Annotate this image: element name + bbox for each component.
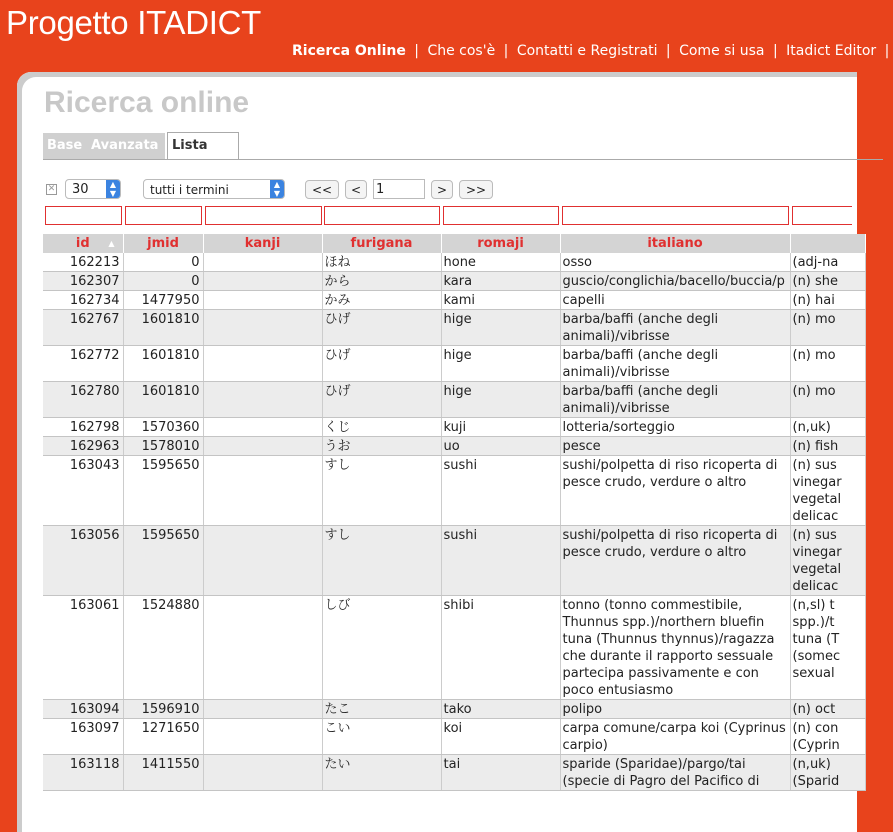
page-number-input[interactable]: 1 bbox=[373, 179, 425, 199]
cell-kanji bbox=[203, 291, 322, 310]
cell-kanji bbox=[203, 719, 322, 755]
cell-extra: (n) mo bbox=[790, 310, 865, 346]
cell-extra: (n) con (Cyprin bbox=[790, 719, 865, 755]
col-header-english[interactable] bbox=[790, 234, 865, 253]
cell-romaji: tai bbox=[441, 755, 560, 791]
cell-furigana: たい bbox=[322, 755, 441, 791]
cell-romaji: koi bbox=[441, 719, 560, 755]
filter-italiano-input[interactable] bbox=[562, 206, 789, 225]
col-header-furigana[interactable]: furigana bbox=[322, 234, 441, 253]
cell-romaji: kara bbox=[441, 272, 560, 291]
cell-furigana: ひげ bbox=[322, 346, 441, 382]
table-row[interactable] bbox=[43, 310, 865, 346]
cell-id: 163043 bbox=[43, 456, 123, 526]
table-row[interactable] bbox=[43, 719, 865, 755]
sort-ascending-icon: ▲ bbox=[108, 239, 115, 248]
table-row[interactable] bbox=[43, 382, 865, 418]
cell-jmid: 1570360 bbox=[123, 418, 203, 437]
cell-kanji bbox=[203, 596, 322, 700]
cell-romaji: hone bbox=[441, 253, 560, 272]
nav-separator: | bbox=[503, 43, 509, 59]
nav-separator: | bbox=[414, 43, 419, 59]
col-header-jmid[interactable]: jmid bbox=[123, 234, 203, 253]
term-filter-select[interactable] bbox=[143, 179, 285, 199]
cell-italiano: tonno (tonno commestibile, Thunnus spp.)/northern bluefin tuna (Thunnus thynnus)/ragazza che durante il rapporto sessuale partecipa passivamente e con poco entusiasmo bbox=[560, 596, 790, 700]
nav-separator: | bbox=[665, 43, 671, 59]
cell-furigana: うお bbox=[322, 437, 441, 456]
content-panel bbox=[17, 72, 857, 832]
cell-jmid: 1524880 bbox=[123, 596, 203, 700]
cell-jmid: 1601810 bbox=[123, 346, 203, 382]
table-row[interactable] bbox=[43, 272, 865, 291]
col-header-id[interactable]: id ▲ bbox=[43, 234, 123, 253]
cell-id: 162772 bbox=[43, 346, 123, 382]
nav-itadict-editor[interactable]: Itadict Editor bbox=[786, 43, 877, 59]
top-nav bbox=[292, 43, 893, 59]
cell-extra: (n) oct bbox=[790, 700, 865, 719]
col-header-romaji[interactable]: romaji bbox=[441, 234, 560, 253]
cell-kanji bbox=[203, 272, 322, 291]
cell-kanji bbox=[203, 437, 322, 456]
cell-id: 162798 bbox=[43, 418, 123, 437]
first-page-button[interactable]: << bbox=[305, 180, 339, 199]
nav-ricerca-online[interactable]: Ricerca Online bbox=[292, 43, 406, 59]
cell-romaji: kami bbox=[441, 291, 560, 310]
filter-id-input[interactable] bbox=[45, 206, 122, 225]
cell-italiano: sparide (Sparidae)/pargo/tai (specie di Pagro del Pacifico di bbox=[560, 755, 790, 791]
results-table bbox=[43, 234, 866, 791]
cell-kanji bbox=[203, 253, 322, 272]
cell-id: 163056 bbox=[43, 526, 123, 596]
filter-romaji-input[interactable] bbox=[443, 206, 559, 225]
cell-italiano: barba/baffi (anche degli animali)/vibrisse bbox=[560, 310, 790, 346]
cell-romaji: hige bbox=[441, 310, 560, 346]
cell-italiano: lotteria/sorteggio bbox=[560, 418, 790, 437]
cell-jmid: 1578010 bbox=[123, 437, 203, 456]
filter-jmid-input[interactable] bbox=[125, 206, 202, 225]
cell-extra: (n) fish bbox=[790, 437, 865, 456]
cell-kanji bbox=[203, 700, 322, 719]
cell-furigana: ひげ bbox=[322, 310, 441, 346]
cell-italiano: polipo bbox=[560, 700, 790, 719]
cell-furigana: かみ bbox=[322, 291, 441, 310]
nav-contatti[interactable]: Contatti e Registrati bbox=[516, 43, 658, 59]
table-row[interactable] bbox=[43, 291, 865, 310]
cell-id: 163118 bbox=[43, 755, 123, 791]
cell-kanji bbox=[203, 526, 322, 596]
cell-italiano: sushi/polpetta di riso ricoperta di pesce crudo, verdure o altro bbox=[560, 526, 790, 596]
nav-che-cose[interactable]: Che cos'è bbox=[427, 43, 496, 59]
site-title: Progetto ITADICT bbox=[6, 4, 261, 41]
select-arrows-icon: ▲ ▼ bbox=[270, 180, 284, 198]
page-size-select[interactable] bbox=[65, 179, 121, 199]
cell-romaji: hige bbox=[441, 382, 560, 418]
cell-id: 162213 bbox=[43, 253, 123, 272]
results-table-wrap bbox=[43, 234, 873, 791]
cell-romaji: tako bbox=[441, 700, 560, 719]
tab-divider bbox=[43, 159, 883, 160]
cell-kanji bbox=[203, 418, 322, 437]
cell-italiano: barba/baffi (anche degli animali)/vibrisse bbox=[560, 382, 790, 418]
cell-id: 162963 bbox=[43, 437, 123, 456]
cell-extra: (adj-na bbox=[790, 253, 865, 272]
cell-kanji bbox=[203, 755, 322, 791]
term-filter-value: tutti i termini bbox=[150, 183, 229, 197]
next-page-button[interactable]: > bbox=[431, 180, 453, 199]
filter-english-input[interactable] bbox=[792, 206, 852, 225]
cell-extra: (n) she bbox=[790, 272, 865, 291]
cell-extra: (n) mo bbox=[790, 346, 865, 382]
select-arrows-icon: ▲ ▼ bbox=[106, 180, 120, 198]
cell-id: 162734 bbox=[43, 291, 123, 310]
table-row[interactable] bbox=[43, 456, 865, 526]
cell-kanji bbox=[203, 310, 322, 346]
filter-furigana-input[interactable] bbox=[324, 206, 440, 225]
prev-page-button[interactable]: < bbox=[345, 180, 367, 199]
cell-id: 163097 bbox=[43, 719, 123, 755]
cell-romaji: uo bbox=[441, 437, 560, 456]
cell-romaji: shibi bbox=[441, 596, 560, 700]
tab-lista[interactable]: Lista bbox=[167, 132, 239, 159]
table-row[interactable] bbox=[43, 596, 865, 700]
page-title: Ricerca online bbox=[44, 86, 250, 119]
cell-romaji: sushi bbox=[441, 456, 560, 526]
cell-jmid: 1477950 bbox=[123, 291, 203, 310]
filter-kanji-input[interactable] bbox=[205, 206, 322, 225]
cell-id: 162767 bbox=[43, 310, 123, 346]
cell-id: 162307 bbox=[43, 272, 123, 291]
cell-italiano: pesce bbox=[560, 437, 790, 456]
cell-italiano: capelli bbox=[560, 291, 790, 310]
tab-avanzata[interactable]: Avanzata bbox=[91, 138, 159, 153]
cell-kanji bbox=[203, 456, 322, 526]
cell-furigana: すし bbox=[322, 526, 441, 596]
cell-italiano: carpa comune/carpa koi (Cyprinus carpio) bbox=[560, 719, 790, 755]
cell-extra: (n,uk) bbox=[790, 418, 865, 437]
table-row[interactable] bbox=[43, 700, 865, 719]
col-header-italiano[interactable]: italiano bbox=[560, 234, 790, 253]
cell-jmid: 0 bbox=[123, 272, 203, 291]
nav-separator: | bbox=[884, 43, 890, 59]
cell-extra: (n) sus vinegar vegetal delicac bbox=[790, 526, 865, 596]
page-size-value: 30 bbox=[72, 182, 89, 197]
nav-separator: | bbox=[772, 43, 778, 59]
cell-furigana: ほね bbox=[322, 253, 441, 272]
table-row[interactable] bbox=[43, 418, 865, 437]
cell-jmid: 1596910 bbox=[123, 700, 203, 719]
cell-extra: (n) mo bbox=[790, 382, 865, 418]
cell-kanji bbox=[203, 346, 322, 382]
nav-come-si-usa[interactable]: Come si usa bbox=[679, 43, 765, 59]
cell-italiano: barba/baffi (anche degli animali)/vibrisse bbox=[560, 346, 790, 382]
cell-furigana: こい bbox=[322, 719, 441, 755]
cell-jmid: 0 bbox=[123, 253, 203, 272]
col-header-kanji[interactable]: kanji bbox=[203, 234, 322, 253]
table-row[interactable] bbox=[43, 437, 865, 456]
cell-kanji bbox=[203, 382, 322, 418]
cell-extra: (n) sus vinegar vegetal delicac bbox=[790, 456, 865, 526]
cell-jmid: 1411550 bbox=[123, 755, 203, 791]
table-header-row bbox=[43, 234, 865, 253]
cell-furigana: ひげ bbox=[322, 382, 441, 418]
table-row[interactable] bbox=[43, 253, 865, 272]
cell-jmid: 1595650 bbox=[123, 526, 203, 596]
cell-italiano: osso bbox=[560, 253, 790, 272]
cell-romaji: kuji bbox=[441, 418, 560, 437]
cell-id: 163094 bbox=[43, 700, 123, 719]
tab-base[interactable]: Base bbox=[43, 133, 165, 159]
last-page-button[interactable]: >> bbox=[459, 180, 493, 199]
cell-romaji: sushi bbox=[441, 526, 560, 596]
cell-furigana: たこ bbox=[322, 700, 441, 719]
table-body bbox=[43, 253, 865, 791]
cell-furigana: すし bbox=[322, 456, 441, 526]
cell-romaji: hige bbox=[441, 346, 560, 382]
cell-italiano: sushi/polpetta di riso ricoperta di pesce crudo, verdure o altro bbox=[560, 456, 790, 526]
cell-furigana: くじ bbox=[322, 418, 441, 437]
cell-jmid: 1601810 bbox=[123, 310, 203, 346]
cell-extra: (n) hai bbox=[790, 291, 865, 310]
cell-jmid: 1595650 bbox=[123, 456, 203, 526]
cell-jmid: 1601810 bbox=[123, 382, 203, 418]
cell-jmid: 1271650 bbox=[123, 719, 203, 755]
cell-extra: (n,uk) (Sparid bbox=[790, 755, 865, 791]
cell-italiano: guscio/conglichia/bacello/buccia/p bbox=[560, 272, 790, 291]
cell-furigana: から bbox=[322, 272, 441, 291]
cell-id: 162780 bbox=[43, 382, 123, 418]
table-row[interactable] bbox=[43, 346, 865, 382]
clear-filters-icon[interactable]: ✕ bbox=[47, 184, 56, 194]
table-row[interactable] bbox=[43, 755, 865, 791]
table-row[interactable] bbox=[43, 526, 865, 596]
cell-extra: (n,sl) t spp.)/t tuna (T (somec sexual bbox=[790, 596, 865, 700]
cell-id: 163061 bbox=[43, 596, 123, 700]
cell-furigana: しび bbox=[322, 596, 441, 700]
